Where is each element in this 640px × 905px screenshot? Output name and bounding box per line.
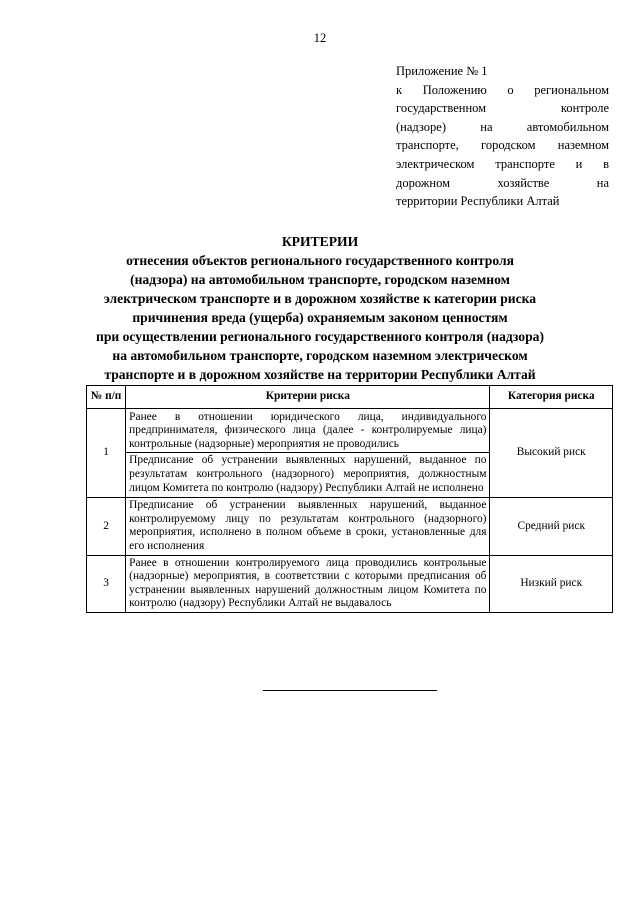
row-criteria (126, 408, 490, 498)
criteria-text: Ранее в отношении контролируемого лица проводились контрольные (надзорные) мероприятия, в соответствии с которыми предписания об устранении выявленных нарушений должностным лицом Комитета по контролю (надзору) Республики Алтай не выдавалось (126, 555, 490, 612)
appendix-line: государственном контроле (396, 101, 609, 116)
appendix-block (396, 62, 609, 211)
appendix-line: (надзоре) на автомобильном (396, 119, 609, 134)
title-line: причинения вреда (ущерба) охраняемым законом ценностям (132, 310, 508, 325)
title-heading: КРИТЕРИИ (281, 234, 359, 249)
title-line: транспорте и в дорожном хозяйстве на территории Республики Алтай (104, 367, 536, 382)
closing-divider (263, 690, 437, 691)
header-num: № п/п (87, 386, 126, 409)
title-line: электрическом транспорте и в дорожном хозяйстве к категории риска (103, 291, 537, 306)
appendix-line: территории Республики Алтай (396, 194, 560, 209)
row-num: 3 (87, 555, 126, 612)
row-num: 1 (87, 408, 126, 498)
title-line: при осуществлении регионального государственного контроля (надзора) (96, 329, 544, 344)
header-category: Категория риска (490, 386, 613, 409)
title-line: отнесения объектов регионального государственного контроля (126, 253, 514, 268)
criteria-text: Предписание об устранении выявленных нарушений, выданное по результатам контрольного (надзорного) мероприятия, должностным лицом Комитета по контролю (надзору) Республики Алтай не исполнено (126, 452, 489, 496)
criteria-text: Предписание об устранении выявленных нарушений, выданное контролируемому лицу по результатам контрольного (надзорного) мероприятия, исполнено в полном объеме в сроки, установленные для его исполнения (126, 498, 490, 555)
appendix-line: транспорте, городском наземном (396, 138, 609, 153)
page-number: 12 (313, 31, 327, 45)
row-category: Низкий риск (490, 555, 613, 612)
table-row (87, 555, 613, 612)
row-category: Высокий риск (490, 408, 613, 498)
appendix-line: дорожном хозяйстве на (396, 175, 609, 190)
table-header-row (87, 386, 613, 409)
appendix-line: Приложение № 1 (396, 64, 488, 78)
appendix-line: к Положению о региональном (396, 82, 609, 97)
row-category: Средний риск (490, 498, 613, 555)
row-num: 2 (87, 498, 126, 555)
document-title (60, 232, 580, 384)
criteria-text: Ранее в отношении юридического лица, индивидуального предпринимателя, физического лица (далее - контролируемые лица) контрольные (надзорные) мероприятия не проводились (129, 410, 487, 450)
title-line: на автомобильном транспорте, городском наземном электрическом (112, 348, 528, 363)
title-line: (надзора) на автомобильном транспорте, городском наземном (130, 272, 510, 287)
appendix-line: электрическом транспорте и в (396, 156, 609, 171)
table-row (87, 498, 613, 555)
criteria-table (86, 385, 613, 613)
header-criteria: Критерии риска (126, 386, 490, 409)
table-row (87, 408, 613, 498)
